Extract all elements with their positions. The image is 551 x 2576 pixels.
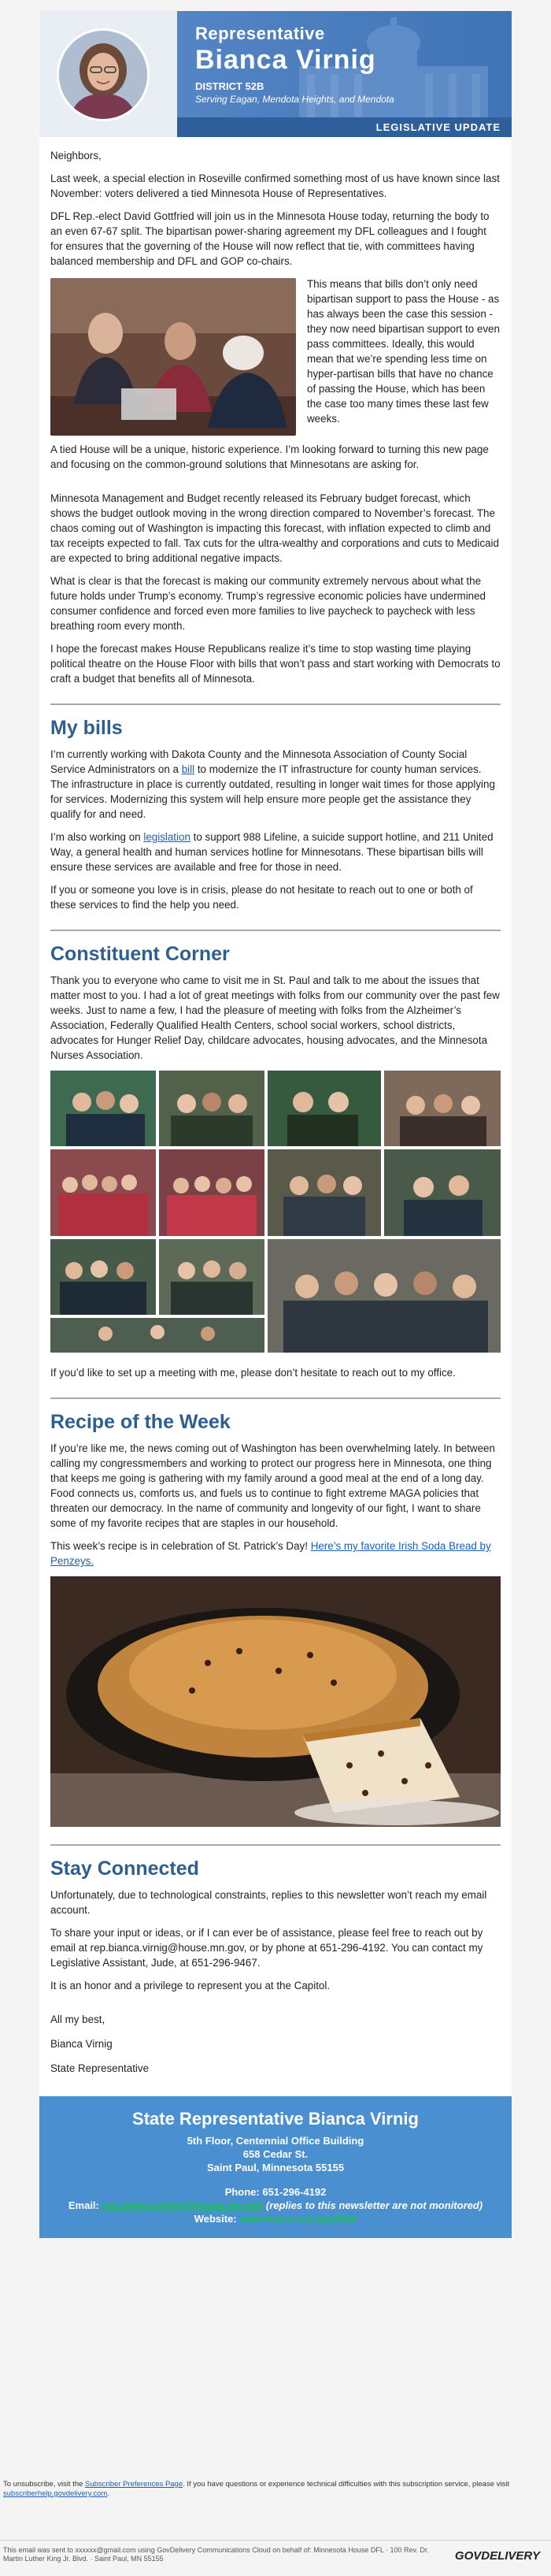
portrait-image [59, 31, 147, 119]
soda-bread-photo [50, 1576, 501, 1827]
footer-email-link[interactable]: rep.bianca.virnig@house.mn.gov [102, 2199, 264, 2211]
footer-address-3: Saint Paul, Minnesota 55155 [206, 2162, 345, 2173]
avatar [57, 28, 150, 121]
unsub-text: . [107, 2489, 109, 2498]
stay-connected-heading: Stay Connected [50, 1858, 199, 1880]
recipe-heading: Recipe of the Week [50, 1411, 231, 1433]
constituent-corner-heading: Constituent Corner [50, 943, 230, 965]
meeting-photo [159, 1239, 264, 1315]
meeting-photo [268, 1071, 381, 1146]
govdelivery-logo: GOVDELIVERY [454, 2549, 540, 2563]
header-district: DISTRICT 52B [195, 80, 264, 92]
signature-title: State Representative [50, 2062, 150, 2074]
legal-separator [0, 2540, 551, 2541]
greeting: Neighbors, [50, 150, 102, 161]
footer-website-label: Website: [194, 2213, 240, 2225]
signature-name: Bianca Virnig [50, 2038, 113, 2050]
subscriber-help-link[interactable]: subscriberhelp.govdelivery.com [3, 2489, 108, 2498]
meeting-photo [159, 1149, 264, 1236]
bill-link[interactable]: bill [181, 763, 195, 775]
unsubscribe-notice [0, 2480, 551, 2499]
footer-address-2: 658 Cedar St. [242, 2148, 309, 2160]
meeting-photo [50, 1318, 264, 1353]
recipe-paragraph: If you’re like me, the news coming out of Washington has been overwhelming lately. In between calling my congressmembers and working to protect our progress here in Minnesota, one thing that keeps me going is gathering with my family around a good meal at the end of a long day. Food connects us, comforts us, and fuels us to continue to fight extreme MAGA policies that threaten our democracy. In the name of community and longevity of our fight, I want to share some of my favorite recipes that are staples in our household. [50, 1442, 495, 1529]
meeting-photo [268, 1239, 501, 1353]
footer-email-line [47, 2199, 504, 2212]
bills-text: to modernize the IT infrastructure for county human services. The infrastructure in place is currently outdated, resulting in longer wait times for those applying for services. Modernizing this system will help ensure more people get the assistance they qualify for and need. [50, 763, 495, 820]
subscriber-preferences-link[interactable]: Subscriber Preferences Page [85, 2480, 183, 2489]
contact-footer [39, 2096, 512, 2238]
connected-paragraph: Unfortunately, due to technological constraints, replies to this newsletter won’t reach my email account. [50, 1889, 487, 1916]
header-serving: Serving Eagan, Mendota Heights, and Mendota [195, 94, 394, 105]
meeting-photo [384, 1071, 501, 1146]
header-photo-panel [39, 11, 177, 137]
intro-paragraph: A tied House will be a unique, historic experience. I’m looking forward to turning this new page and focusing on the common-ground solutions that Minnesotans are asking for. [50, 444, 489, 470]
meeting-photo-grid [50, 1071, 501, 1353]
footer-email-note: (replies to this newsletter are not monitored) [263, 2199, 483, 2211]
bills-text: I’m currently working with Dakota County and the Minnesota Association of County Social Service Administrators on a [50, 748, 468, 775]
meeting-photo [384, 1149, 501, 1236]
bills-text: to support 988 Lifeline, a suicide support hotline, and 211 United Way, a general health and human services hotline for Minnesotans. These bipartisan bills will ensure these services are available and free for those in need. [50, 831, 494, 873]
my-bills-heading: My bills [50, 717, 123, 739]
intro-paragraph: Minnesota Management and Budget recently released its February budget forecast, which shows the budget outlook moving in the wrong direction compared to November’s forecast. The chaos coming out of Washington is impacting this forecast, with inflation expected to climb and tax receipts expected to fall. Tax cuts for the ultra-wealthy and corporations and cuts to Medicaid are expected to bring additional negative impacts. [50, 492, 499, 564]
intro-paragraph: I hope the forecast makes House Republicans realize it’s time to stop wasting time playing political theatre on the House Floor with bills that won’t pass and start working with Democrats to craft a budget that benefits all of Minnesota. [50, 643, 501, 685]
newsletter-header [39, 11, 512, 137]
newsletter-body [39, 137, 512, 2076]
meeting-photo [159, 1071, 264, 1146]
signature-block [50, 2012, 501, 2076]
header-title-rep: Representative [195, 24, 325, 43]
corner-paragraph: Thank you to everyone who came to visit me in St. Paul and talk to me about the issues that matter most to you. I had a lot of great meetings with folks from our community over the past few weeks. Just to name a few, I had the pleasure of meeting with folks from the Alzheimer’s Association, Federally Qualified Health Centers, school social workers, school districts, advocates for Hunger Relief Day, childcare advocates, housing advocates, and the Minnesota Nurses Association. [50, 974, 500, 1061]
house-floor-photo [50, 278, 296, 436]
meeting-photo [268, 1149, 381, 1236]
meeting-photo [50, 1071, 156, 1146]
corner-paragraph: If you’d like to set up a meeting with me, please don’t hesitate to reach out to my office. [50, 1367, 456, 1379]
intro-paragraph: Last week, a special election in Roseville confirmed something most of us have known since last November: voters delivered a tied Minnesota House of Representatives. [50, 173, 500, 199]
unsub-text: To unsubscribe, visit the [3, 2480, 86, 2489]
newsletter-card [39, 11, 512, 2238]
legal-notice: This email was sent to xxxxxx@gmail.com using GovDelivery Communications Cloud on behalf of: Minnesota House DFL · 100 Rev. Dr. Martin Luther King Jr. Blvd. · Saint Paul, MN 55155 [3, 2546, 429, 2563]
header-text [195, 24, 394, 105]
footer-title: State Representative Bianca Virnig [132, 2109, 419, 2129]
meeting-photo [50, 1149, 156, 1236]
legislation-link[interactable]: legislation [143, 831, 190, 843]
connected-paragraph: To share your input or ideas, or if I can ever be of assistance, please feel free to reach out by email at rep.bianca.virnig@house.mn.gov, or by phone at 651-296-4192. You can contact my Legislative Assistant, Jude, at 651-296-9467. [50, 1927, 483, 1969]
section-divider [50, 1844, 501, 1846]
header-title-name: Bianca Virnig [195, 45, 376, 75]
footer-address-1: 5th Floor, Centennial Office Building [187, 2135, 364, 2147]
intro-paragraph: DFL Rep.-elect David Gottfried will join us in the Minnesota House today, returning the body to an even 67-67 split. The bipartisan power-sharing agreement my DFL colleagues and I fought for ensures that the governing of the House will now reflect that tie, with committees having balanced membership and DFL and GOP co-chairs. [50, 210, 490, 267]
section-divider [50, 930, 501, 931]
section-divider [50, 703, 501, 705]
signoff: All my best, [50, 2014, 105, 2025]
intro-paragraph: This means that bills don’t only need bipartisan support to pass the House - as has always been the case this session - they now need bipartisan support to even pass committees. Ideally, this would mean that we’re spending less time on hyper-partisan bills that have no chance of passing the House, which has been the case too many times these last few weeks. [307, 278, 500, 425]
section-divider [50, 1397, 501, 1399]
footer-email-label: Email: [68, 2199, 102, 2211]
footer-website-line [47, 2212, 504, 2225]
intro-paragraph: What is clear is that the forecast is making our community extremely nervous about what the future holds under Trump’s economy. Trump’s regressive economic policies have undermined consumer confidence and forced even more families to live paycheck to paycheck with less breathing room every month. [50, 575, 486, 632]
bills-text: I’m also working on [50, 831, 144, 843]
soda-bread-link[interactable]: Here’s my favorite Irish Soda Bread by Penzeys. [50, 1540, 491, 1567]
bills-paragraph: If you or someone you love is in crisis, please do not hesitate to reach out to one or both of these services to find the help you need. [50, 884, 473, 911]
legislative-update-band: LEGISLATIVE UPDATE [177, 117, 512, 137]
bills-paragraph [50, 747, 501, 822]
connected-paragraph: It is an honor and a privilege to represent you at the Capitol. [50, 1980, 331, 1991]
recipe-paragraph [50, 1539, 501, 1568]
meeting-photo [50, 1239, 156, 1315]
recipe-text: This week’s recipe is in celebration of St. Patrick’s Day! [50, 1540, 311, 1552]
footer-phone: Phone: 651-296-4192 [224, 2186, 327, 2198]
bills-paragraph [50, 830, 501, 874]
footer-website-link[interactable]: www.house.mn.gov/52B [239, 2213, 357, 2225]
unsub-text: . If you have questions or experience technical difficulties with this subscription service, please visit [183, 2480, 509, 2489]
